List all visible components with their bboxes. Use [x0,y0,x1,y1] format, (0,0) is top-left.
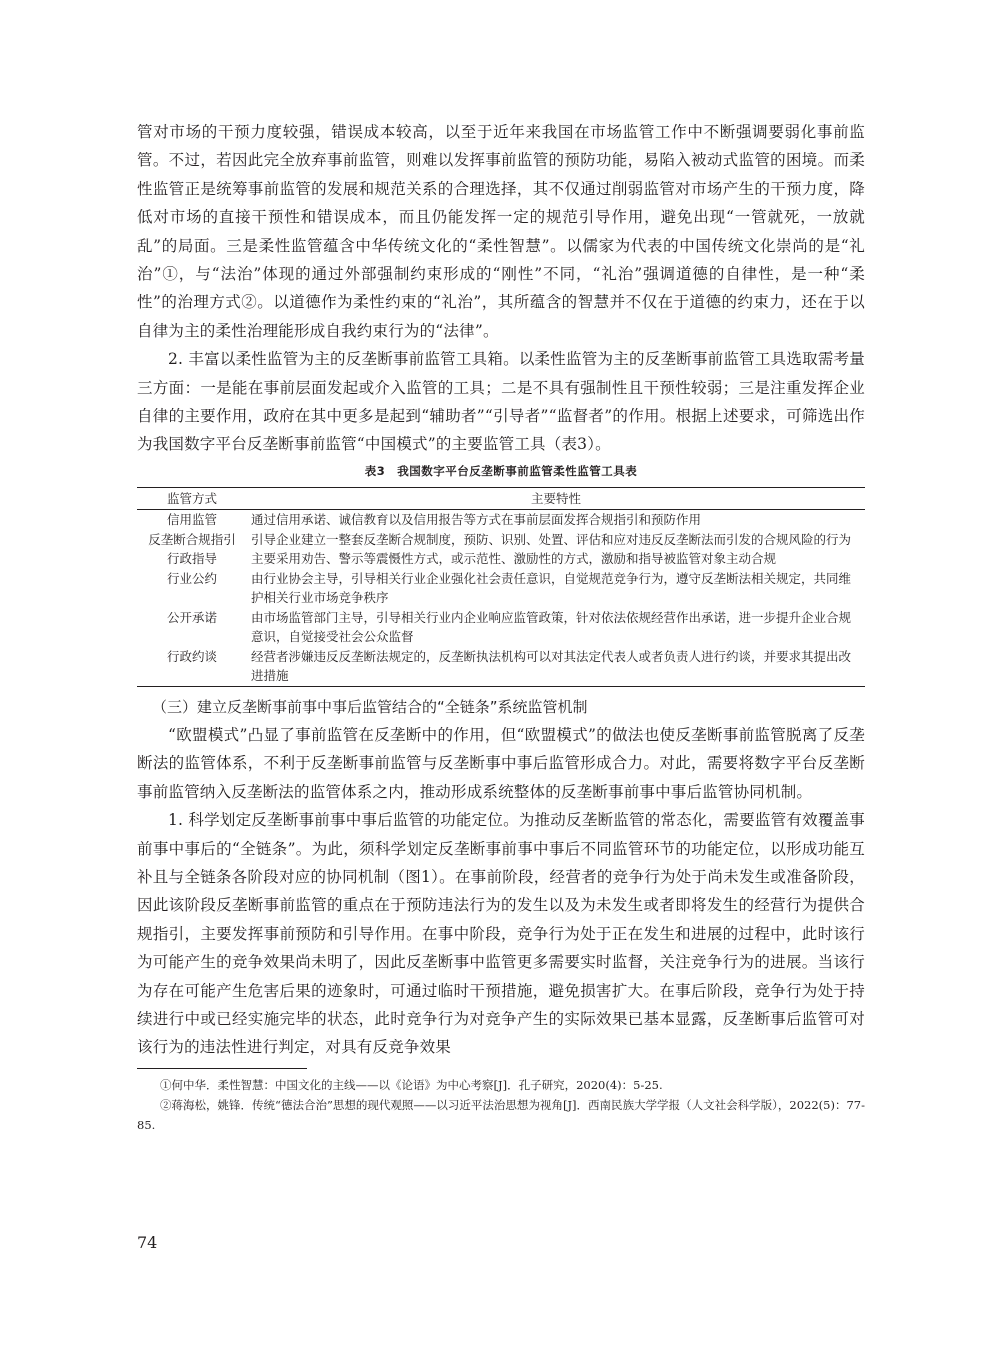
paragraph-bottom-1: “欧盟模式”凸显了事前监管在反垄断中的作用，但“欧盟模式”的做法也使反垄断事前监管脱离了反垄断法的监管体系，不利于反垄断事前监管与反垄断事中事后监管形成合力。对此，需要将数字平台反垄断事前监管纳入反垄断法的监管体系之内，推动形成系统整体的反垄断事前事中事后监管协同机制。 [137,725,865,801]
table-row [137,510,865,530]
footnote-1: ①何中华．柔性智慧：中国文化的主线——以《论语》为中心考察[J]．孔子研究，2020(4)：5-25. [160,1077,663,1092]
section-heading: （三）建立反垄断事前事中事后监管结合的“全链条”系统监管机制 [152,697,588,716]
table-cell-feature: 由行业协会主导，引导相关行业企业强化社会责任意识，自觉规范竞争行为，遵守反垄断法相关规定，共同维护相关行业市场竞争秩序 [251,570,852,606]
footnote-divider [137,1068,307,1069]
table-row [137,530,865,550]
table-header-row [137,487,865,510]
footnote-2: ②蒋海松，姚锋．传统“德法合治”思想的现代观照——以习近平法治思想为视角[J]．西南民族大学学报（人文社会科学版），2022(5)：77-85. [137,1097,865,1132]
table-cell-feature: 通过信用承诺、诚信教育以及信用报告等方式在事前层面发挥合规指引和预防作用 [251,512,702,528]
paragraph-bottom-2: 1. 科学划定反垄断事前事中事后监管的功能定位。为推动反垄断监管的常态化，需要监管有效覆盖事前事中事后的“全链条”。为此，须科学划定反垄断事前事中事后不同监管环节的功能定位，以形成功能互补且与全链条各阶段对应的协同机制（图1）。在事前阶段，经营者的竞争行为处于尚未发生或准备阶段，因此该阶段反垄断事前监管的重点在于预防违法行为的发生以及为未发生或者即将发生的经营行为提供合规指引，主要发挥事前预防和引导作用。在事中阶段，竞争行为处于正在发生和进展的过程中，此时该行为可能产生的竞争效果尚未明了，因此反垄断事中监管更多需要实时监督，关注竞争行为的进展。当该行为存在可能产生危害后果的迹象时，可通过临时干预措施，避免损害扩大。在事后阶段，竞争行为处于持续进行中或已经实施完毕的状态，此时竞争行为对竞争产生的实际效果已基本显露，反垄断事后监管可对该行为的违法性进行判定，对具有反竞争效果 [137,811,865,1057]
paragraph-top-2: 2. 丰富以柔性监管为主的反垄断事前监管工具箱。以柔性监管为主的反垄断事前监管工具选取需考量三方面：一是能在事前层面发起或介入监管的工具；二是不具有强制性且干预性较弱；三是注重发挥企业自律的主要作用，政府在其中更多是起到“辅助者”“引导者”“监督者”的作用。根据上述要求，可筛选出作为我国数字平台反垄断事前监管“中国模式”的主要监管工具（表3）。 [137,350,865,454]
table-header-method: 监管方式 [166,490,217,506]
table-caption: 表3 我国数字平台反垄断事前监管柔性监管工具表 [364,463,638,478]
table-row [137,569,865,608]
table-row [137,608,865,647]
table-row [137,549,865,569]
table-cell-feature: 引导企业建立一整套反垄断合规制度，预防、识别、处置、评估和应对违反反垄断法而引发的合规风险的行为 [251,531,852,547]
table-cell-method: 行政指导 [166,551,217,567]
table-row [137,647,865,687]
page-number: 74 [137,1233,158,1252]
page-body [137,118,865,1135]
table-header-feature: 主要特性 [530,490,581,506]
regulatory-tools-table [137,487,865,687]
table-cell-method: 反垄断合规指引 [148,531,236,547]
table-cell-method: 公开承诺 [166,609,217,625]
paragraph-top-1: 管对市场的干预力度较强，错误成本较高，以至于近年来我国在市场监管工作中不断强调要弱化事前监管。不过，若因此完全放弃事前监管，则难以发挥事前监管的预防功能，易陷入被动式监管的困境。而柔性监管正是统筹事前监管的发展和规范关系的合理选择，其不仅通过削弱监管对市场产生的干预力度，降低对市场的直接干预性和错误成本，而且仍能发挥一定的规范引导作用，避免出现“一管就死，一放就乱”的局面。三是柔性监管蕴含中华传统文化的“柔性智慧”。以儒家为代表的中国传统文化崇尚的是“礼治”①，与“法治”体现的通过外部强制约束形成的“刚性”不同，“礼治”强调道德的自律性，是一种“柔性”的治理方式②。以道德作为柔性约束的“礼治”，其所蕴含的智慧并不仅在于道德的约束力，还在于以自律为主的柔性治理能形成自我约束行为的“法律”。 [137,123,865,340]
table-cell-feature: 主要采用劝告、警示等震慑性方式，或示范性、激励性的方式，激励和指导被监管对象主动合规 [251,551,777,567]
table-cell-feature: 经营者涉嫌违反反垄断法规定的，反垄断执法机构可以对其法定代表人或者负责人进行约谈，并要求其提出改进措施 [251,648,852,684]
table-cell-method: 信用监管 [166,512,217,528]
table-cell-method: 行政约谈 [166,648,217,664]
table-cell-feature: 由市场监管部门主导，引导相关行业内企业响应监管政策，针对依法依规经营作出承诺，进一步提升企业合规意识，自觉接受社会公众监督 [251,609,852,645]
table-cell-method: 行业公约 [166,570,217,586]
